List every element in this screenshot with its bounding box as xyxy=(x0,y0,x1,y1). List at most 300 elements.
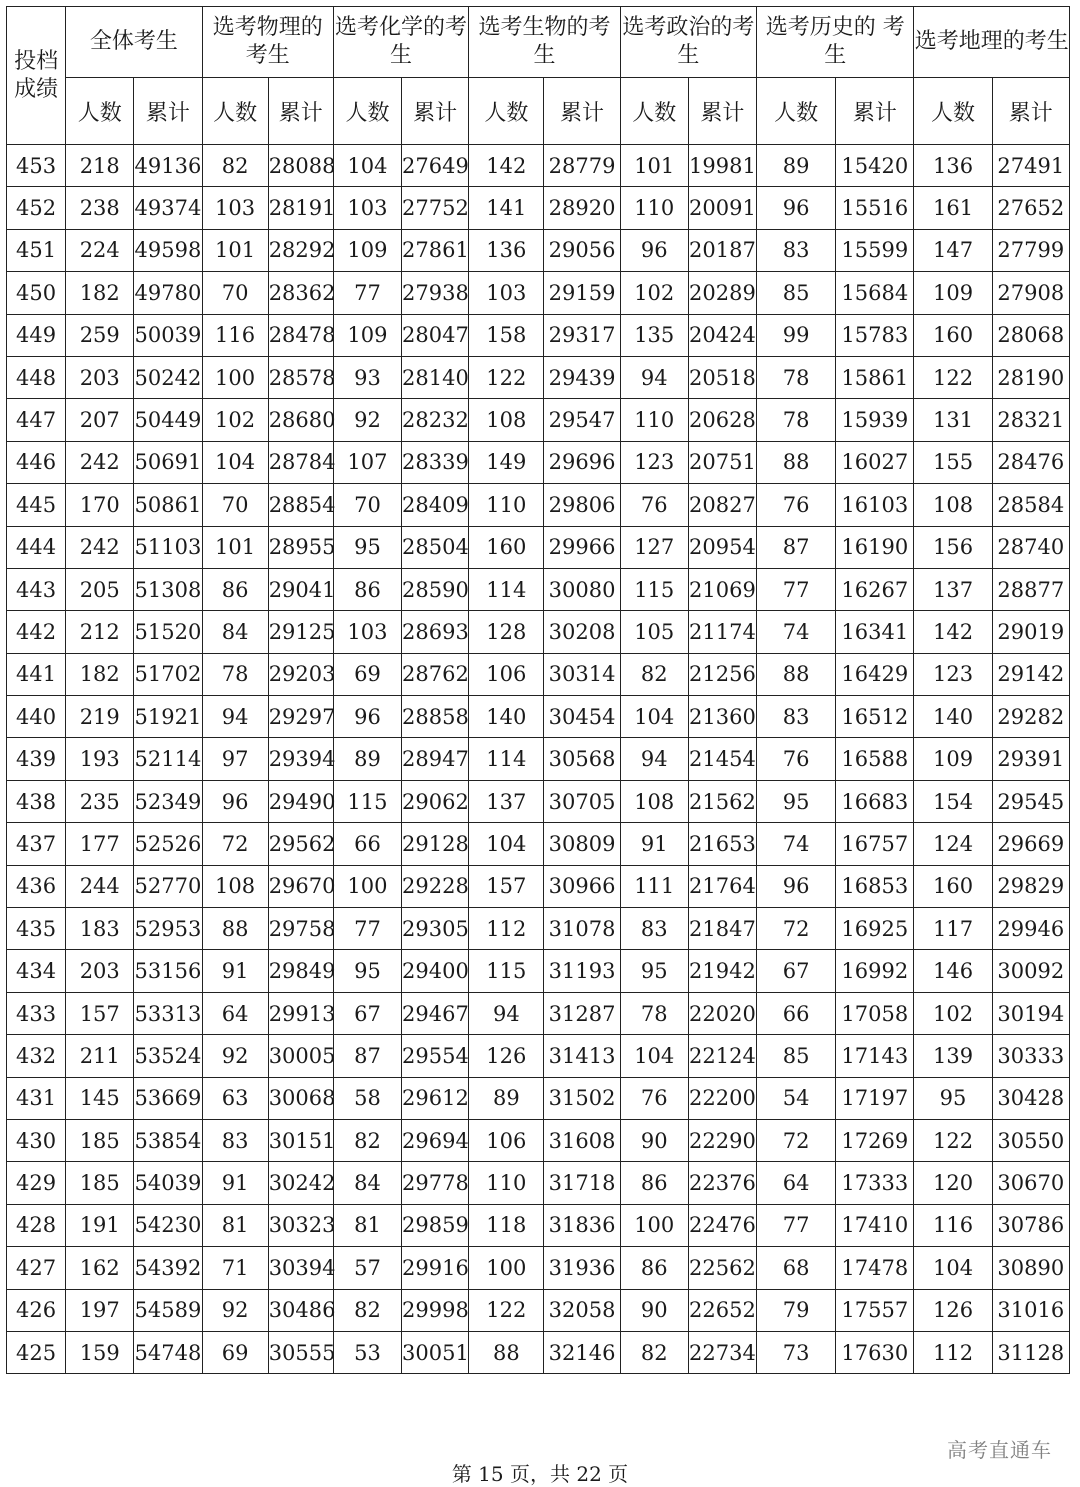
count-cell: 87 xyxy=(333,1035,401,1077)
sub-header-count: 人数 xyxy=(914,78,992,145)
sub-header-cumulative: 累计 xyxy=(836,78,914,145)
group-header-all: 全体考生 xyxy=(66,7,202,78)
count-cell: 96 xyxy=(333,696,401,738)
count-cell: 70 xyxy=(202,272,268,314)
count-cell: 141 xyxy=(469,187,544,229)
count-cell: 70 xyxy=(202,484,268,526)
count-cell: 108 xyxy=(202,865,268,907)
count-cell: 124 xyxy=(914,823,992,865)
count-cell: 140 xyxy=(469,696,544,738)
cumulative-cell: 29998 xyxy=(402,1289,469,1331)
count-cell: 82 xyxy=(620,1331,688,1373)
cumulative-cell: 28955 xyxy=(268,526,333,568)
count-cell: 185 xyxy=(66,1162,134,1204)
cumulative-cell: 29829 xyxy=(992,865,1069,907)
cumulative-cell: 29778 xyxy=(402,1162,469,1204)
table-row xyxy=(7,526,1070,568)
cumulative-cell: 17478 xyxy=(836,1247,914,1289)
cumulative-cell: 28858 xyxy=(402,696,469,738)
cumulative-cell: 16267 xyxy=(836,568,914,610)
cumulative-cell: 30550 xyxy=(992,1119,1069,1161)
count-cell: 122 xyxy=(914,1119,992,1161)
count-cell: 94 xyxy=(469,992,544,1034)
count-cell: 137 xyxy=(914,568,992,610)
count-cell: 182 xyxy=(66,653,134,695)
cumulative-cell: 50691 xyxy=(134,441,202,483)
count-cell: 69 xyxy=(202,1331,268,1373)
count-cell: 71 xyxy=(202,1247,268,1289)
cumulative-cell: 22290 xyxy=(688,1119,756,1161)
cumulative-cell: 29203 xyxy=(268,653,333,695)
group-header-physics: 选考物理的考生 xyxy=(202,7,333,78)
cumulative-cell: 16341 xyxy=(836,611,914,653)
score-cell: 446 xyxy=(7,441,66,483)
count-cell: 109 xyxy=(333,229,401,271)
count-cell: 122 xyxy=(914,356,992,398)
count-cell: 105 xyxy=(620,611,688,653)
count-cell: 104 xyxy=(469,823,544,865)
cumulative-cell: 28409 xyxy=(402,484,469,526)
cumulative-cell: 29547 xyxy=(544,399,620,441)
score-cell: 427 xyxy=(7,1247,66,1289)
score-cell: 448 xyxy=(7,356,66,398)
count-cell: 109 xyxy=(914,272,992,314)
cumulative-cell: 29758 xyxy=(268,908,333,950)
count-cell: 87 xyxy=(757,526,836,568)
cumulative-cell: 30670 xyxy=(992,1162,1069,1204)
cumulative-cell: 16103 xyxy=(836,484,914,526)
cumulative-cell: 31936 xyxy=(544,1247,620,1289)
cumulative-cell: 28476 xyxy=(992,441,1069,483)
table-row xyxy=(7,1162,1070,1204)
count-cell: 142 xyxy=(469,145,544,187)
table-row xyxy=(7,399,1070,441)
count-cell: 92 xyxy=(202,1289,268,1331)
cumulative-cell: 50039 xyxy=(134,314,202,356)
cumulative-cell: 32146 xyxy=(544,1331,620,1373)
cumulative-cell: 29041 xyxy=(268,568,333,610)
count-cell: 67 xyxy=(757,950,836,992)
count-cell: 100 xyxy=(620,1204,688,1246)
cumulative-cell: 29297 xyxy=(268,696,333,738)
count-cell: 89 xyxy=(469,1077,544,1119)
sub-header-cumulative: 累计 xyxy=(268,78,333,145)
count-cell: 102 xyxy=(620,272,688,314)
count-cell: 203 xyxy=(66,356,134,398)
count-cell: 106 xyxy=(469,1119,544,1161)
score-cell: 440 xyxy=(7,696,66,738)
cumulative-cell: 21562 xyxy=(688,780,756,822)
cumulative-cell: 30151 xyxy=(268,1119,333,1161)
cumulative-cell: 31608 xyxy=(544,1119,620,1161)
count-cell: 91 xyxy=(202,1162,268,1204)
cumulative-cell: 16588 xyxy=(836,738,914,780)
cumulative-cell: 29545 xyxy=(992,780,1069,822)
count-cell: 146 xyxy=(914,950,992,992)
cumulative-cell: 31287 xyxy=(544,992,620,1034)
count-cell: 140 xyxy=(914,696,992,738)
cumulative-cell: 20827 xyxy=(688,484,756,526)
cumulative-cell: 32058 xyxy=(544,1289,620,1331)
cumulative-cell: 29228 xyxy=(402,865,469,907)
count-cell: 90 xyxy=(620,1119,688,1161)
sub-header-count: 人数 xyxy=(202,78,268,145)
count-cell: 77 xyxy=(333,272,401,314)
score-cell: 449 xyxy=(7,314,66,356)
cumulative-cell: 29400 xyxy=(402,950,469,992)
count-cell: 114 xyxy=(469,568,544,610)
cumulative-cell: 21174 xyxy=(688,611,756,653)
cumulative-cell: 21764 xyxy=(688,865,756,907)
cumulative-cell: 29916 xyxy=(402,1247,469,1289)
cumulative-cell: 49374 xyxy=(134,187,202,229)
count-cell: 160 xyxy=(914,314,992,356)
group-header-geography: 选考地理的考生 xyxy=(914,7,1070,78)
count-cell: 142 xyxy=(914,611,992,653)
cumulative-cell: 19981 xyxy=(688,145,756,187)
count-cell: 126 xyxy=(469,1035,544,1077)
count-cell: 126 xyxy=(914,1289,992,1331)
cumulative-cell: 54748 xyxy=(134,1331,202,1373)
cumulative-cell: 15939 xyxy=(836,399,914,441)
count-cell: 242 xyxy=(66,441,134,483)
cumulative-cell: 16683 xyxy=(836,780,914,822)
cumulative-cell: 51702 xyxy=(134,653,202,695)
count-cell: 86 xyxy=(333,568,401,610)
cumulative-cell: 29966 xyxy=(544,526,620,568)
count-cell: 64 xyxy=(757,1162,836,1204)
cumulative-cell: 49598 xyxy=(134,229,202,271)
score-cell: 435 xyxy=(7,908,66,950)
sub-header-cumulative: 累计 xyxy=(688,78,756,145)
table-row xyxy=(7,568,1070,610)
cumulative-cell: 30005 xyxy=(268,1035,333,1077)
sub-header-count: 人数 xyxy=(757,78,836,145)
count-cell: 77 xyxy=(757,1204,836,1246)
score-cell: 425 xyxy=(7,1331,66,1373)
count-cell: 101 xyxy=(202,526,268,568)
cumulative-cell: 29946 xyxy=(992,908,1069,950)
cumulative-cell: 16757 xyxy=(836,823,914,865)
cumulative-cell: 20751 xyxy=(688,441,756,483)
count-cell: 81 xyxy=(333,1204,401,1246)
count-cell: 183 xyxy=(66,908,134,950)
count-cell: 66 xyxy=(333,823,401,865)
count-cell: 79 xyxy=(757,1289,836,1331)
cumulative-cell: 28191 xyxy=(268,187,333,229)
sub-header-count: 人数 xyxy=(333,78,401,145)
count-cell: 203 xyxy=(66,950,134,992)
count-cell: 114 xyxy=(469,738,544,780)
cumulative-cell: 30486 xyxy=(268,1289,333,1331)
count-cell: 108 xyxy=(469,399,544,441)
count-cell: 123 xyxy=(620,441,688,483)
cumulative-cell: 21256 xyxy=(688,653,756,695)
count-cell: 170 xyxy=(66,484,134,526)
score-cell: 453 xyxy=(7,145,66,187)
table-row xyxy=(7,229,1070,271)
cumulative-cell: 49780 xyxy=(134,272,202,314)
table-row xyxy=(7,441,1070,483)
cumulative-cell: 29913 xyxy=(268,992,333,1034)
count-cell: 211 xyxy=(66,1035,134,1077)
count-cell: 107 xyxy=(333,441,401,483)
cumulative-cell: 30051 xyxy=(402,1331,469,1373)
group-header-history: 选考历史的 考生 xyxy=(757,7,914,78)
sub-header-cumulative: 累计 xyxy=(544,78,620,145)
count-cell: 115 xyxy=(333,780,401,822)
count-cell: 94 xyxy=(620,738,688,780)
cumulative-cell: 28877 xyxy=(992,568,1069,610)
cumulative-cell: 30568 xyxy=(544,738,620,780)
count-cell: 128 xyxy=(469,611,544,653)
count-cell: 104 xyxy=(620,1035,688,1077)
count-cell: 91 xyxy=(202,950,268,992)
cumulative-cell: 27799 xyxy=(992,229,1069,271)
cumulative-cell: 28478 xyxy=(268,314,333,356)
count-cell: 94 xyxy=(202,696,268,738)
count-cell: 160 xyxy=(469,526,544,568)
count-cell: 136 xyxy=(914,145,992,187)
cumulative-cell: 27752 xyxy=(402,187,469,229)
table-row xyxy=(7,865,1070,907)
cumulative-cell: 16925 xyxy=(836,908,914,950)
cumulative-cell: 22476 xyxy=(688,1204,756,1246)
count-cell: 139 xyxy=(914,1035,992,1077)
table-row xyxy=(7,1289,1070,1331)
cumulative-cell: 28140 xyxy=(402,356,469,398)
count-cell: 83 xyxy=(620,908,688,950)
cumulative-cell: 29670 xyxy=(268,865,333,907)
count-cell: 74 xyxy=(757,823,836,865)
count-cell: 185 xyxy=(66,1119,134,1161)
cumulative-cell: 29467 xyxy=(402,992,469,1034)
count-cell: 212 xyxy=(66,611,134,653)
count-cell: 91 xyxy=(620,823,688,865)
count-cell: 83 xyxy=(202,1119,268,1161)
count-cell: 78 xyxy=(757,399,836,441)
cumulative-cell: 30428 xyxy=(992,1077,1069,1119)
count-cell: 158 xyxy=(469,314,544,356)
cumulative-cell: 29439 xyxy=(544,356,620,398)
table-row xyxy=(7,653,1070,695)
cumulative-cell: 28740 xyxy=(992,526,1069,568)
score-cell: 428 xyxy=(7,1204,66,1246)
count-cell: 104 xyxy=(202,441,268,483)
count-cell: 177 xyxy=(66,823,134,865)
count-cell: 88 xyxy=(757,441,836,483)
group-header-chemistry: 选考化学的考生 xyxy=(333,7,468,78)
count-cell: 64 xyxy=(202,992,268,1034)
table-row xyxy=(7,145,1070,187)
table-row xyxy=(7,611,1070,653)
cumulative-cell: 30809 xyxy=(544,823,620,865)
count-cell: 116 xyxy=(202,314,268,356)
count-cell: 86 xyxy=(620,1247,688,1289)
count-cell: 94 xyxy=(620,356,688,398)
cumulative-cell: 51921 xyxy=(134,696,202,738)
sub-header-cumulative: 累计 xyxy=(992,78,1069,145)
count-cell: 95 xyxy=(757,780,836,822)
count-cell: 103 xyxy=(333,187,401,229)
cumulative-cell: 17630 xyxy=(836,1331,914,1373)
cumulative-cell: 22734 xyxy=(688,1331,756,1373)
count-cell: 157 xyxy=(469,865,544,907)
cumulative-cell: 20289 xyxy=(688,272,756,314)
count-cell: 96 xyxy=(202,780,268,822)
count-cell: 110 xyxy=(469,484,544,526)
table-row xyxy=(7,1247,1070,1289)
score-cell: 441 xyxy=(7,653,66,695)
cumulative-cell: 29554 xyxy=(402,1035,469,1077)
cumulative-cell: 30323 xyxy=(268,1204,333,1246)
cumulative-cell: 29282 xyxy=(992,696,1069,738)
cumulative-cell: 51308 xyxy=(134,568,202,610)
cumulative-cell: 30890 xyxy=(992,1247,1069,1289)
cumulative-cell: 28590 xyxy=(402,568,469,610)
cumulative-cell: 53313 xyxy=(134,992,202,1034)
cumulative-cell: 20091 xyxy=(688,187,756,229)
count-cell: 101 xyxy=(202,229,268,271)
cumulative-cell: 53854 xyxy=(134,1119,202,1161)
sub-header-count: 人数 xyxy=(620,78,688,145)
count-cell: 102 xyxy=(202,399,268,441)
count-cell: 63 xyxy=(202,1077,268,1119)
count-cell: 106 xyxy=(469,653,544,695)
cumulative-cell: 52526 xyxy=(134,823,202,865)
cumulative-cell: 17143 xyxy=(836,1035,914,1077)
count-cell: 82 xyxy=(333,1119,401,1161)
cumulative-cell: 28680 xyxy=(268,399,333,441)
cumulative-cell: 21653 xyxy=(688,823,756,865)
cumulative-cell: 15861 xyxy=(836,356,914,398)
cumulative-cell: 31016 xyxy=(992,1289,1069,1331)
score-distribution-table xyxy=(6,6,1070,1374)
score-cell: 452 xyxy=(7,187,66,229)
cumulative-cell: 28779 xyxy=(544,145,620,187)
cumulative-cell: 15783 xyxy=(836,314,914,356)
cumulative-cell: 17197 xyxy=(836,1077,914,1119)
cumulative-cell: 30314 xyxy=(544,653,620,695)
cumulative-cell: 51103 xyxy=(134,526,202,568)
sub-header-cumulative: 累计 xyxy=(134,78,202,145)
cumulative-cell: 30208 xyxy=(544,611,620,653)
cumulative-cell: 50449 xyxy=(134,399,202,441)
cumulative-cell: 50861 xyxy=(134,484,202,526)
count-cell: 93 xyxy=(333,356,401,398)
count-cell: 76 xyxy=(757,484,836,526)
cumulative-cell: 17058 xyxy=(836,992,914,1034)
count-cell: 156 xyxy=(914,526,992,568)
count-cell: 70 xyxy=(333,484,401,526)
count-cell: 90 xyxy=(620,1289,688,1331)
count-cell: 76 xyxy=(620,484,688,526)
cumulative-cell: 29694 xyxy=(402,1119,469,1161)
score-cell: 437 xyxy=(7,823,66,865)
cumulative-cell: 20187 xyxy=(688,229,756,271)
count-cell: 57 xyxy=(333,1247,401,1289)
cumulative-cell: 22562 xyxy=(688,1247,756,1289)
cumulative-cell: 15516 xyxy=(836,187,914,229)
cumulative-cell: 20424 xyxy=(688,314,756,356)
count-cell: 78 xyxy=(620,992,688,1034)
cumulative-cell: 30242 xyxy=(268,1162,333,1204)
count-cell: 160 xyxy=(914,865,992,907)
count-cell: 84 xyxy=(333,1162,401,1204)
cumulative-cell: 27861 xyxy=(402,229,469,271)
score-cell: 444 xyxy=(7,526,66,568)
cumulative-cell: 31718 xyxy=(544,1162,620,1204)
count-cell: 88 xyxy=(469,1331,544,1373)
count-cell: 96 xyxy=(757,865,836,907)
count-cell: 88 xyxy=(202,908,268,950)
count-cell: 76 xyxy=(620,1077,688,1119)
cumulative-cell: 31128 xyxy=(992,1331,1069,1373)
count-cell: 92 xyxy=(333,399,401,441)
cumulative-cell: 28854 xyxy=(268,484,333,526)
cumulative-cell: 31193 xyxy=(544,950,620,992)
cumulative-cell: 29849 xyxy=(268,950,333,992)
count-cell: 100 xyxy=(202,356,268,398)
cumulative-cell: 17333 xyxy=(836,1162,914,1204)
cumulative-cell: 17410 xyxy=(836,1204,914,1246)
count-cell: 68 xyxy=(757,1247,836,1289)
cumulative-cell: 17269 xyxy=(836,1119,914,1161)
cumulative-cell: 28920 xyxy=(544,187,620,229)
table-row xyxy=(7,1119,1070,1161)
count-cell: 154 xyxy=(914,780,992,822)
score-cell: 438 xyxy=(7,780,66,822)
cumulative-cell: 54039 xyxy=(134,1162,202,1204)
count-cell: 82 xyxy=(202,145,268,187)
count-cell: 235 xyxy=(66,780,134,822)
score-cell: 429 xyxy=(7,1162,66,1204)
page-number-footer: 第 15 页，共 22 页 xyxy=(451,1462,629,1486)
cumulative-cell: 29391 xyxy=(992,738,1069,780)
score-cell: 432 xyxy=(7,1035,66,1077)
score-column-header: 投档成绩 xyxy=(7,7,66,145)
cumulative-cell: 20954 xyxy=(688,526,756,568)
cumulative-cell: 16512 xyxy=(836,696,914,738)
count-cell: 58 xyxy=(333,1077,401,1119)
cumulative-cell: 29669 xyxy=(992,823,1069,865)
cumulative-cell: 30092 xyxy=(992,950,1069,992)
cumulative-cell: 20628 xyxy=(688,399,756,441)
cumulative-cell: 16992 xyxy=(836,950,914,992)
count-cell: 157 xyxy=(66,992,134,1034)
count-cell: 66 xyxy=(757,992,836,1034)
cumulative-cell: 29394 xyxy=(268,738,333,780)
count-cell: 147 xyxy=(914,229,992,271)
score-cell: 451 xyxy=(7,229,66,271)
cumulative-cell: 22200 xyxy=(688,1077,756,1119)
count-cell: 115 xyxy=(469,950,544,992)
count-cell: 96 xyxy=(620,229,688,271)
count-cell: 118 xyxy=(469,1204,544,1246)
score-cell: 426 xyxy=(7,1289,66,1331)
cumulative-cell: 16429 xyxy=(836,653,914,695)
count-cell: 85 xyxy=(757,1035,836,1077)
cumulative-cell: 22020 xyxy=(688,992,756,1034)
cumulative-cell: 30555 xyxy=(268,1331,333,1373)
table-row xyxy=(7,823,1070,865)
count-cell: 123 xyxy=(914,653,992,695)
count-cell: 110 xyxy=(469,1162,544,1204)
count-cell: 116 xyxy=(914,1204,992,1246)
cumulative-cell: 21847 xyxy=(688,908,756,950)
group-header-biology: 选考生物的考生 xyxy=(469,7,620,78)
cumulative-cell: 27652 xyxy=(992,187,1069,229)
